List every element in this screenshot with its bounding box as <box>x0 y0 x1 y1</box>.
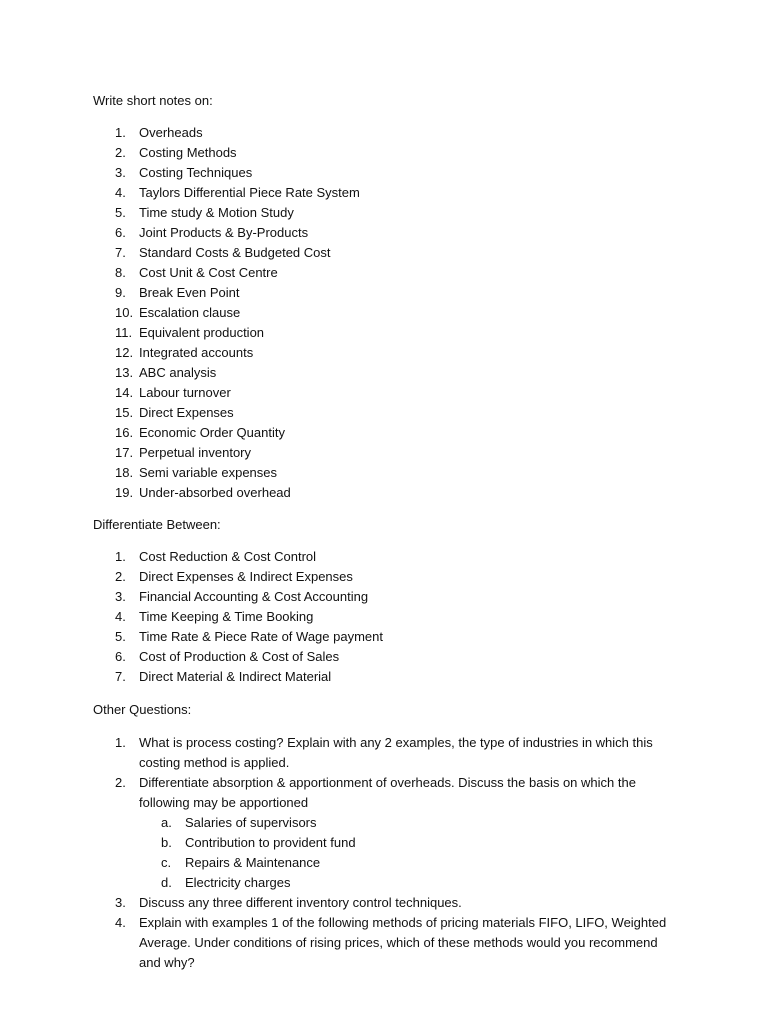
short-note-item <box>93 163 693 183</box>
list-item-text: Cost Unit & Cost Centre <box>139 265 278 280</box>
list-number: 5. <box>115 205 126 220</box>
list-item-text: Break Even Point <box>139 285 240 300</box>
short-note-item <box>93 183 693 203</box>
short-notes-heading: Write short notes on: <box>93 93 213 108</box>
list-number: 9. <box>115 285 126 300</box>
differentiate-list <box>93 547 693 687</box>
list-number: 7. <box>115 669 126 684</box>
question-text-line: and why? <box>139 955 195 970</box>
list-number: 2. <box>115 145 126 160</box>
apportion-sublist <box>139 813 693 893</box>
list-item-text: Time Rate & Piece Rate of Wage payment <box>139 629 383 644</box>
list-item-text: ABC analysis <box>139 365 217 380</box>
question-item <box>93 913 693 973</box>
short-note-item <box>93 283 693 303</box>
list-number: 2. <box>115 775 126 790</box>
short-note-item <box>93 363 693 383</box>
list-item-text: Repairs & Maintenance <box>185 855 321 870</box>
list-number: c. <box>161 855 172 870</box>
differentiate-item <box>93 587 693 607</box>
list-item-text: Escalation clause <box>139 305 241 320</box>
list-item-text: Equivalent production <box>139 325 265 340</box>
question-text-line: Differentiate absorption & apportionment of overheads. Discuss the basis on which the <box>139 775 636 790</box>
list-item-text: Overheads <box>139 125 203 140</box>
list-number: 7. <box>115 245 126 260</box>
differentiate-item <box>93 567 693 587</box>
list-number: 1. <box>115 125 126 140</box>
differentiate-heading: Differentiate Between: <box>93 517 221 532</box>
short-note-item <box>93 403 693 423</box>
short-note-item <box>93 443 693 463</box>
list-item-text: Integrated accounts <box>139 345 254 360</box>
list-number: 5. <box>115 629 126 644</box>
short-note-item <box>93 263 693 283</box>
list-number: 13. <box>115 365 134 380</box>
list-item-text: Standard Costs & Budgeted Cost <box>139 245 331 260</box>
list-number: 10. <box>115 305 134 320</box>
list-number: 1. <box>115 549 126 564</box>
list-item-text: Time study & Motion Study <box>139 205 294 220</box>
list-number: 3. <box>115 895 126 910</box>
short-note-item <box>93 343 693 363</box>
short-note-item <box>93 123 693 143</box>
list-item-text: Electricity charges <box>185 875 291 890</box>
short-note-item <box>93 423 693 443</box>
list-item-text: Cost of Production & Cost of Sales <box>139 649 340 664</box>
list-item-text: Direct Material & Indirect Material <box>139 669 332 684</box>
short-note-item <box>93 483 693 503</box>
short-note-item <box>93 243 693 263</box>
question-text-line: Discuss any three different inventory control techniques. <box>139 895 462 910</box>
short-note-item <box>93 203 693 223</box>
question-item <box>93 893 693 913</box>
differentiate-item <box>93 627 693 647</box>
list-number: 14. <box>115 385 134 400</box>
list-item-text: Taylors Differential Piece Rate System <box>139 185 360 200</box>
list-number: 8. <box>115 265 126 280</box>
list-number: 1. <box>115 735 126 750</box>
apportion-subitem <box>139 833 693 853</box>
list-number: 4. <box>115 915 126 930</box>
list-number: 15. <box>115 405 134 420</box>
question-text-line: Explain with examples 1 of the following methods of pricing materials FIFO, LIFO, Weighted <box>139 915 667 930</box>
list-number: 17. <box>115 445 134 460</box>
apportion-subitem <box>139 813 693 833</box>
list-number: 2. <box>115 569 126 584</box>
list-item-text: Time Keeping & Time Booking <box>139 609 314 624</box>
short-note-item <box>93 223 693 243</box>
short-note-item <box>93 303 693 323</box>
list-number: 4. <box>115 185 126 200</box>
list-item-text: Joint Products & By-Products <box>139 225 309 240</box>
list-number: 11. <box>115 325 133 340</box>
list-item-text: Contribution to provident fund <box>185 835 356 850</box>
short-note-item <box>93 383 693 403</box>
list-number: a. <box>161 815 172 830</box>
list-item-text: Salaries of supervisors <box>185 815 317 830</box>
short-note-item <box>93 323 693 343</box>
question-text-line: Average. Under conditions of rising prices, which of these methods would you recommend <box>139 935 658 950</box>
differentiate-item <box>93 667 693 687</box>
short-note-item <box>93 143 693 163</box>
question-text-line: costing method is applied. <box>139 755 290 770</box>
question-text-line: What is process costing? Explain with any 2 examples, the type of industries in which this <box>139 735 653 750</box>
other-questions-heading: Other Questions: <box>93 702 192 717</box>
short-notes-list <box>93 123 693 503</box>
list-item-text: Financial Accounting & Cost Accounting <box>139 589 369 604</box>
list-number: 6. <box>115 649 126 664</box>
list-item-text: Under-absorbed overhead <box>139 485 291 500</box>
list-number: b. <box>161 835 172 850</box>
list-item-text: Costing Methods <box>139 145 237 160</box>
list-item-text: Semi variable expenses <box>139 465 278 480</box>
list-number: 6. <box>115 225 126 240</box>
list-item-text: Economic Order Quantity <box>139 425 285 440</box>
question-item <box>93 773 693 893</box>
list-item-text: Direct Expenses <box>139 405 234 420</box>
list-number: 12. <box>115 345 134 360</box>
question-text-line: following may be apportioned <box>139 795 309 810</box>
list-number: 3. <box>115 165 126 180</box>
list-number: 16. <box>115 425 134 440</box>
apportion-subitem <box>139 873 693 893</box>
differentiate-item <box>93 547 693 567</box>
list-item-text: Direct Expenses & Indirect Expenses <box>139 569 353 584</box>
differentiate-item <box>93 647 693 667</box>
list-number: 18. <box>115 465 134 480</box>
differentiate-item <box>93 607 693 627</box>
list-item-text: Labour turnover <box>139 385 231 400</box>
list-item-text: Cost Reduction & Cost Control <box>139 549 317 564</box>
apportion-subitem <box>139 853 693 873</box>
short-note-item <box>93 463 693 483</box>
other-questions-list <box>93 733 693 973</box>
list-number: 19. <box>115 485 134 500</box>
list-item-text: Perpetual inventory <box>139 445 252 460</box>
question-item <box>93 733 693 773</box>
list-number: 3. <box>115 589 126 604</box>
list-item-text: Costing Techniques <box>139 165 253 180</box>
list-number: d. <box>161 875 172 890</box>
list-number: 4. <box>115 609 126 624</box>
